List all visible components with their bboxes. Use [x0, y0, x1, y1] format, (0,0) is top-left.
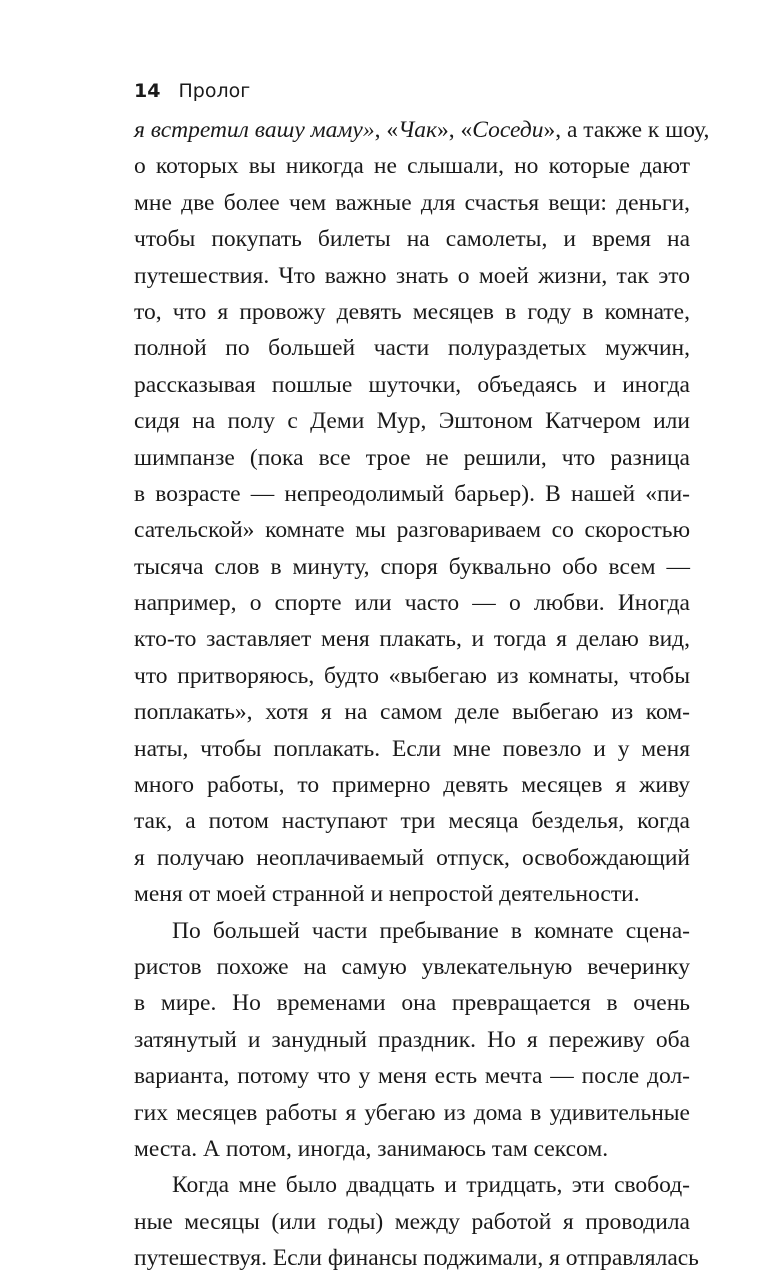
text-line: места. А потом, иногда, занимаюсь там сексом.: [134, 1135, 609, 1162]
text-line: ристов похоже на самую увлекательную вечеринку: [134, 953, 690, 980]
text-line: Когда мне было двадцать и тридцать, эти свобод-: [172, 1172, 690, 1199]
body-text: [134, 112, 710, 1277]
text-line: наты, чтобы поплакать. Если мне повезло и у меня: [134, 735, 690, 762]
text-line: так, а потом наступают три месяца безделья, когда: [134, 808, 690, 835]
text-line: путешествуя. Если финансы поджимали, я отправлялась: [134, 1245, 699, 1272]
text-line: много работы, то примерно девять месяцев я живу: [134, 772, 690, 799]
text-line: полной по большей части полураздетых мужчин,: [134, 335, 690, 362]
text-line: меня от моей странной и непростой деятельности.: [134, 881, 640, 908]
text-line: тысяча слов в минуту, споря буквально обо всем —: [134, 553, 690, 580]
text-line: затянутый и занудный праздник. Но я переживу оба: [134, 1026, 690, 1053]
text-line: что притворяюсь, будто «выбегаю из комнаты, чтобы: [134, 662, 690, 689]
text-line: сидя на полу с Деми Мур, Эштоном Катчером или: [134, 408, 690, 435]
text-line: чтобы покупать билеты на самолеты, и время на: [134, 226, 690, 253]
section-title: Пролог: [178, 80, 251, 102]
text-line: я получаю неоплачиваемый отпуск, освобождающий: [134, 844, 690, 871]
text-line: в мире. Но временами она превращается в очень: [134, 990, 690, 1017]
text-line: рассказывая пошлые шуточки, объедаясь и иногда: [134, 371, 690, 398]
italic-text: я встретил вашу маму»: [134, 117, 375, 143]
text-segment: , «: [374, 117, 399, 143]
text-segment: », «: [437, 117, 473, 143]
text-line: например, о спорте или часто — о любви. Иногда: [134, 590, 690, 617]
italic-text: Соседи: [472, 117, 544, 143]
text-segment: », а также к шоу,: [543, 117, 710, 143]
text-line: [134, 112, 710, 148]
text-line: ные месяцы (или годы) между работой я проводила: [134, 1208, 690, 1235]
page-number: 14: [134, 80, 161, 102]
text-line: путешествия. Что важно знать о моей жизни, так это: [134, 262, 690, 289]
text-line: кто-то заставляет меня плакать, и тогда я делаю вид,: [134, 626, 690, 653]
text-line: в возрасте — непреодолимый барьер). В нашей «пи-: [134, 480, 690, 507]
text-line: мне две более чем важные для счастья вещи: деньги,: [134, 189, 690, 216]
italic-text: Чак: [398, 117, 438, 143]
text-line: По большей части пребывание в комнате сцена-: [172, 917, 690, 944]
text-line: сательской» комнате мы разговариваем со скоростью: [134, 517, 690, 544]
text-line: варианта, потому что у меня есть мечта — после дол-: [134, 1063, 690, 1090]
text-line: о которых вы никогда не слышали, но которые дают: [134, 153, 690, 180]
text-line: гих месяцев работы я убегаю из дома в удивительные: [134, 1099, 690, 1126]
running-header: [134, 80, 250, 102]
text-line: то, что я провожу девять месяцев в году в комнате,: [134, 298, 690, 325]
text-line: шимпанзе (пока все трое не решили, что разница: [134, 444, 690, 471]
text-line: поплакать», хотя я на самом деле выбегаю из ком-: [134, 699, 690, 726]
